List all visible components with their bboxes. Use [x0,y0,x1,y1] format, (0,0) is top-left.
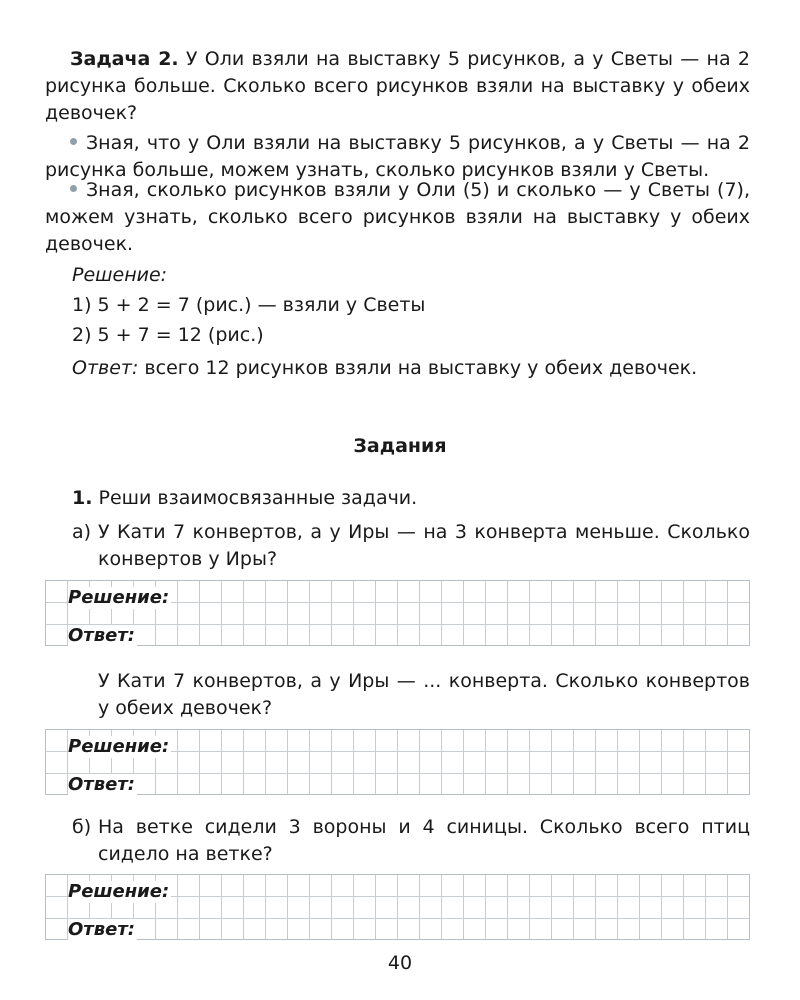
solution-step-2: 2) 5 + 7 = 12 (рис.) [72,324,264,346]
hint-1-text: Зная, что у Оли взяли на выставку 5 рисунков, а у Светы — на 2 рисунка больше, можем узнать, сколько рисунков взяли у Светы. [45,132,750,181]
answer-grid-1[interactable] [45,580,750,646]
section-title: Задания [353,435,447,457]
solution-step-1: 1) 5 + 2 = 7 (рис.) — взяли у Светы [72,294,426,316]
exercise-1a-text: У Кати 7 конвертов, а у Иры — на 3 конверта меньше. Сколько конвертов у Иры? [98,521,750,570]
grid-answer-label: Ответ: [68,919,135,940]
grid-solution-label: Решение: [68,587,170,608]
answer-label: Ответ: [72,357,139,379]
hint-1 [45,130,750,184]
task2-text: У Оли взяли на выставку 5 рисунков, а у Светы — на 2 рисунка больше. Сколько всего рисунков взяли на выставку у обеих девочек? [45,48,750,124]
answer-text: всего 12 рисунков взяли на выставку у обеих девочек. [138,357,698,379]
page-number: 40 [387,952,413,974]
answer-grid-2[interactable] [45,729,750,795]
hint-2-text: Зная, сколько рисунков взяли у Оли (5) и сколько — у Светы (7), можем узнать, сколько всего рисунков взяли на выставку у обеих девочек. [45,179,750,255]
exercise-1b-text: На ветке сидели 3 вороны и 4 синицы. Сколько всего птиц сидело на ветке? [98,816,750,865]
grid-solution-label: Решение: [68,736,170,757]
bullet-icon [70,138,77,145]
exercise-1a [72,519,750,573]
solution-label: Решение: [72,264,168,286]
exercise-1b-marker: б) [72,816,92,838]
task2-label: Задача 2. [70,48,179,70]
answer-line [72,355,697,382]
answer-grid-3[interactable] [45,874,750,940]
grid-answer-label: Ответ: [68,774,135,795]
exercise-1a-marker: а) [72,521,92,543]
grid-answer-label: Ответ: [68,625,135,646]
bullet-icon [70,185,77,192]
exercise-1-instruction-text: Реши взаимосвязанные задачи. [92,487,418,509]
grid-solution-label: Решение: [68,881,170,902]
hint-2 [45,177,750,258]
task2-statement [45,46,750,127]
exercise-1a-followup: У Кати 7 конвертов, а у Иры — ... конверта. Сколько конвертов у обеих девочек? [98,670,750,719]
exercise-1b [72,814,750,868]
exercise-1-instruction [72,485,417,512]
exercise-1-number: 1. [72,487,93,509]
